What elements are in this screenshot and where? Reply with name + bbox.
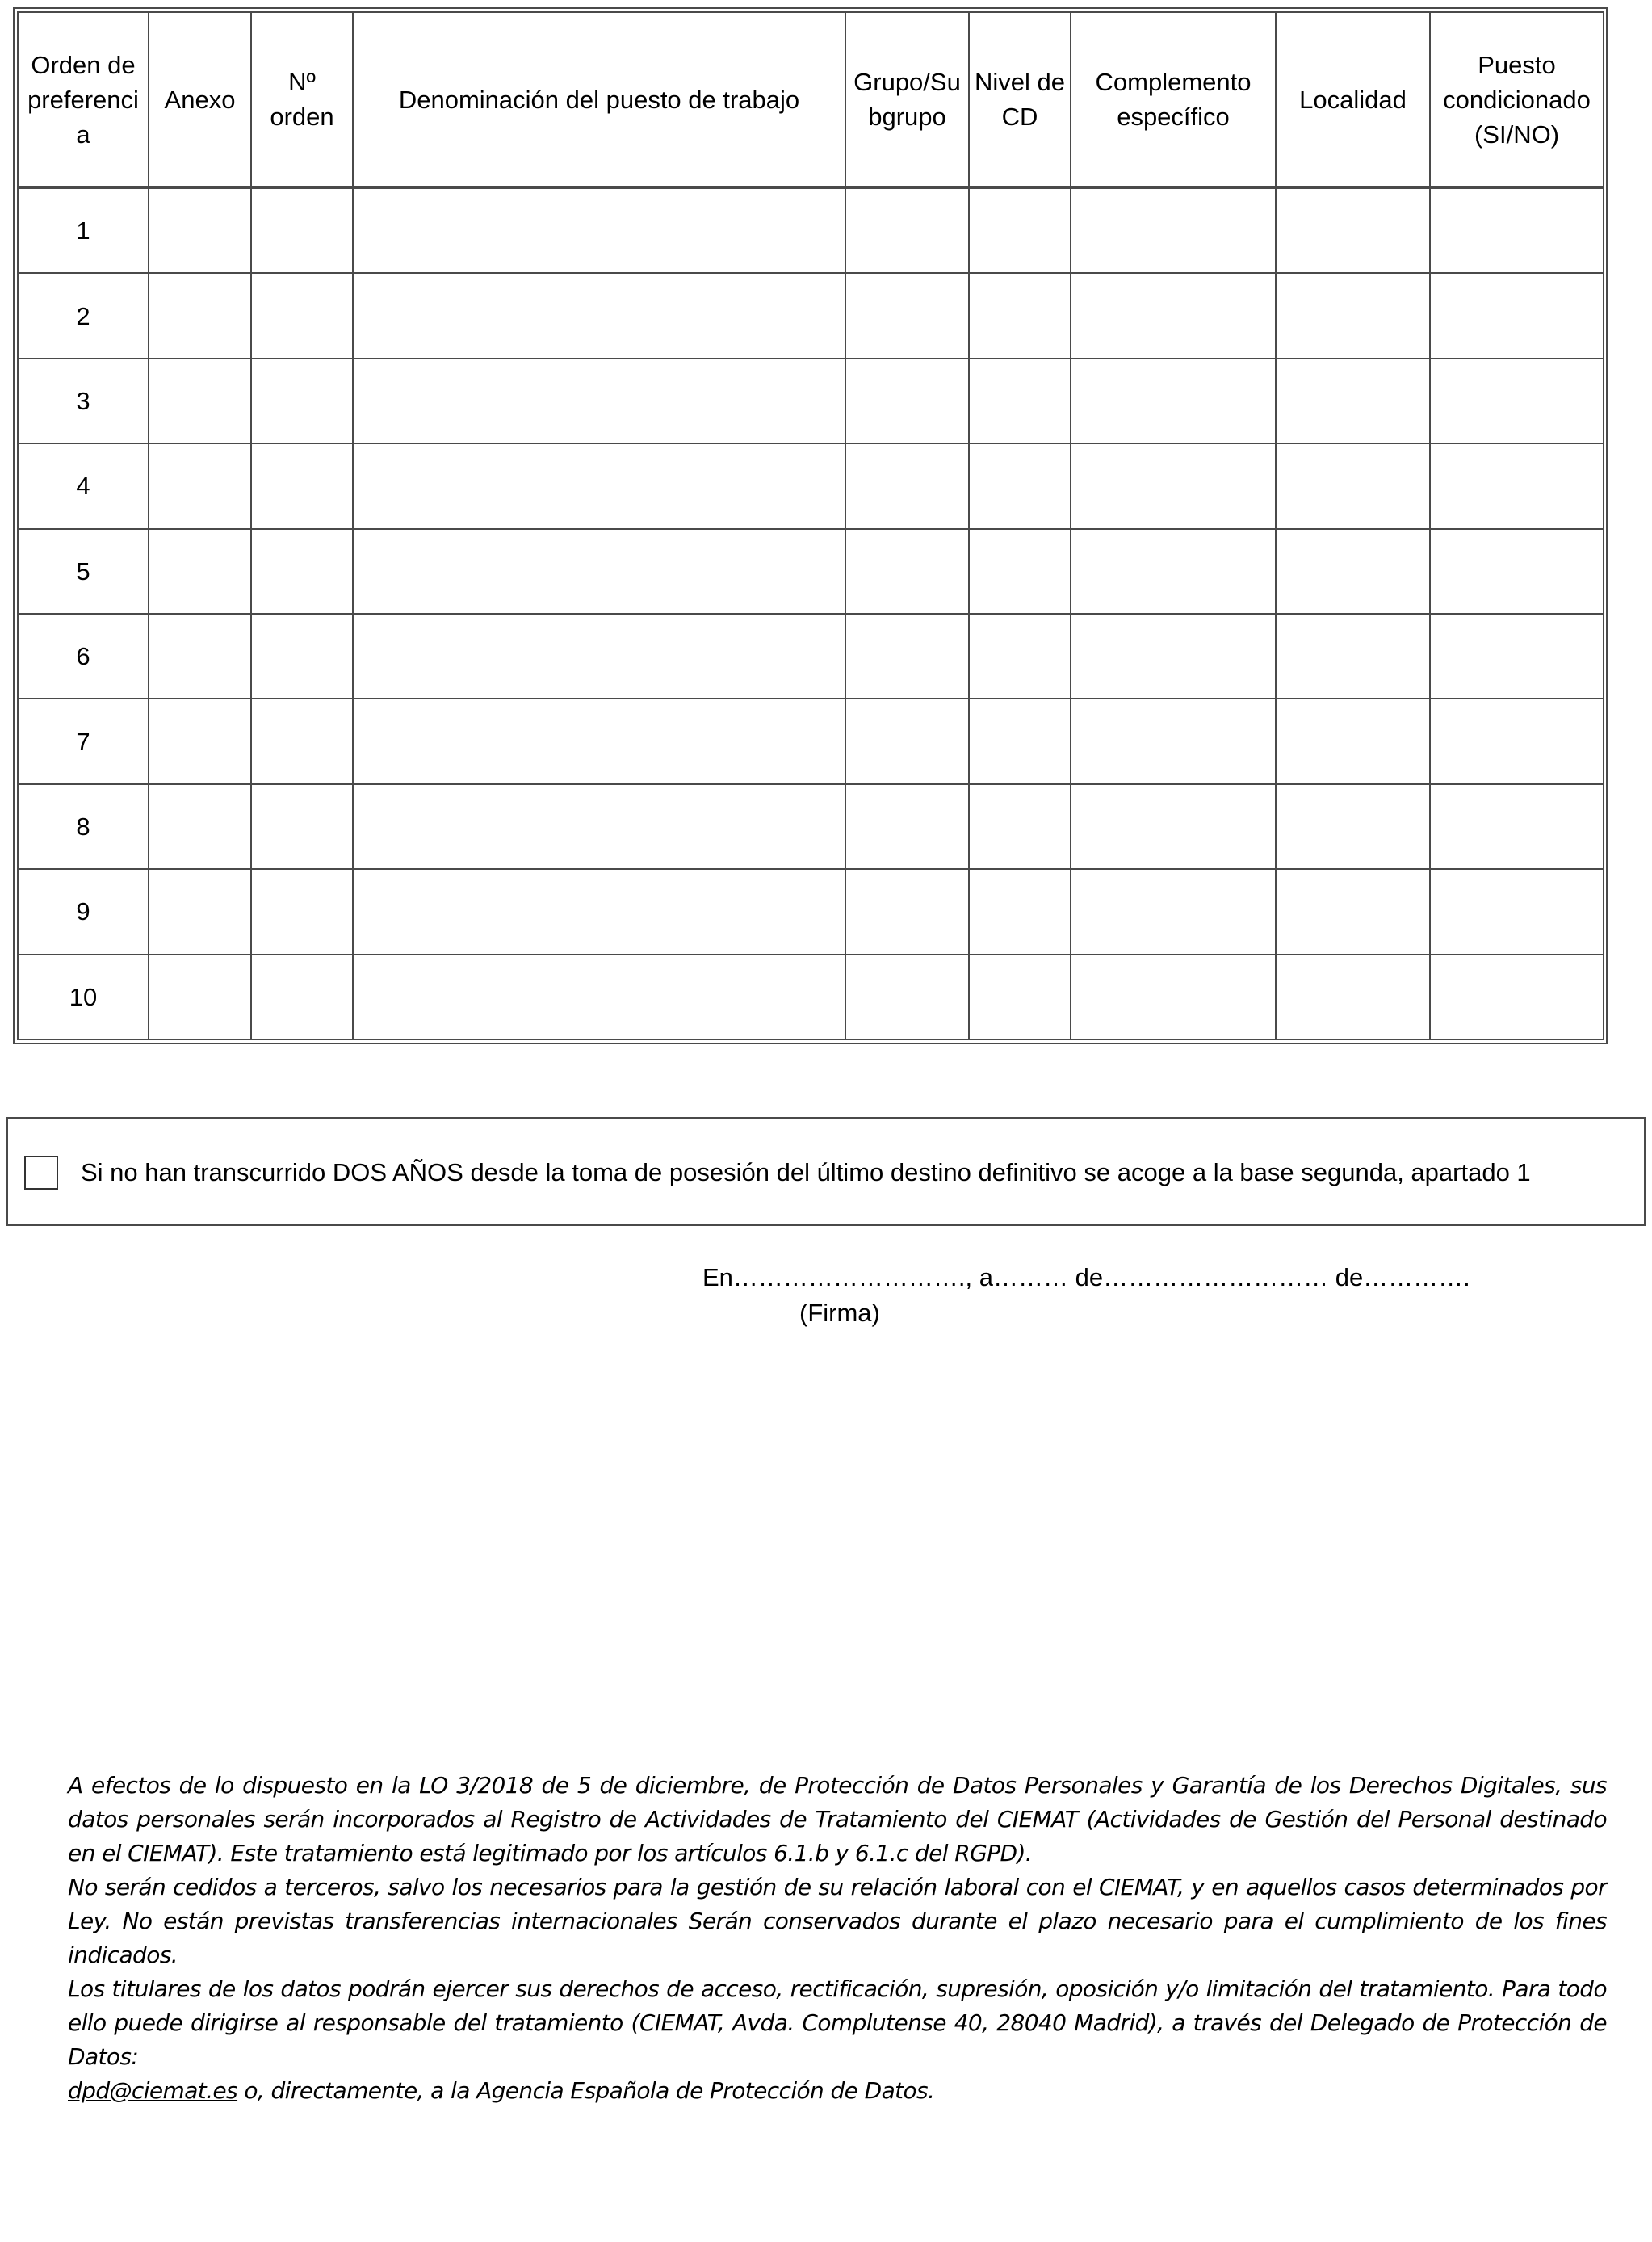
table-cell-input[interactable] (149, 443, 251, 528)
table-cell-input[interactable] (353, 529, 845, 614)
table-cell-input[interactable] (1430, 443, 1604, 528)
header-localidad: Localidad (1276, 12, 1430, 187)
table-row (18, 869, 1604, 954)
table-cell-input[interactable] (251, 187, 353, 273)
row-order-number: 6 (18, 614, 149, 699)
table-cell-input[interactable] (353, 955, 845, 1039)
header-puesto-condicionado: Puesto condicionado (SI/NO) (1430, 12, 1604, 187)
table-cell-input[interactable] (969, 529, 1071, 614)
table-cell-input[interactable] (149, 359, 251, 443)
table-row (18, 784, 1604, 869)
table-cell-input[interactable] (1430, 784, 1604, 869)
table-cell-input[interactable] (969, 784, 1071, 869)
table-row (18, 187, 1604, 273)
date-place-line: En………………………., a……… de……………………… de…………. (702, 1263, 1470, 1291)
table-cell-input[interactable] (969, 443, 1071, 528)
table-cell-input[interactable] (1276, 699, 1430, 783)
table-cell-input[interactable] (251, 529, 353, 614)
two-years-checkbox-label: Si no han transcurrido DOS AÑOS desde la toma de posesión del último destino definitivo se acoge a la base segunda, apartado 1 (81, 1158, 1531, 1186)
table-row (18, 529, 1604, 614)
row-order-number: 1 (18, 187, 149, 273)
privacy-paragraph-3 (68, 1972, 1607, 2108)
preferences-table-frame (13, 7, 1608, 1044)
header-anexo: Anexo (149, 12, 251, 187)
header-denominacion: Denominación del puesto de trabajo (353, 12, 845, 187)
row-order-number: 10 (18, 955, 149, 1039)
table-cell-input[interactable] (1071, 784, 1276, 869)
table-row (18, 443, 1604, 528)
table-cell-input[interactable] (1071, 187, 1276, 273)
table-row (18, 955, 1604, 1039)
table-cell-input[interactable] (845, 529, 969, 614)
table-cell-input[interactable] (149, 273, 251, 358)
table-cell-input[interactable] (1430, 529, 1604, 614)
table-cell-input[interactable] (149, 784, 251, 869)
table-cell-input[interactable] (1430, 699, 1604, 783)
row-order-number: 9 (18, 869, 149, 954)
privacy-paragraph-3-tail: o, directamente, a la Agencia Española de Protección de Datos. (237, 2077, 935, 2104)
privacy-notice (68, 1769, 1607, 2108)
table-cell-input[interactable] (1276, 359, 1430, 443)
table-cell-input[interactable] (1430, 955, 1604, 1039)
table-cell-input[interactable] (845, 187, 969, 273)
table-cell-input[interactable] (353, 187, 845, 273)
table-cell-input[interactable] (1071, 443, 1276, 528)
table-cell-input[interactable] (1430, 614, 1604, 699)
table-cell-input[interactable] (353, 359, 845, 443)
table-cell-input[interactable] (251, 443, 353, 528)
table-cell-input[interactable] (845, 614, 969, 699)
row-order-number: 4 (18, 443, 149, 528)
preferences-table (17, 11, 1604, 1040)
table-cell-input[interactable] (969, 699, 1071, 783)
header-orden-preferencia: Orden de preferencia (18, 12, 149, 187)
two-years-option (6, 1117, 1646, 1226)
table-cell-input[interactable] (149, 187, 251, 273)
header-grupo-subgrupo: Grupo/Subgrupo (845, 12, 969, 187)
table-cell-input[interactable] (251, 784, 353, 869)
row-order-number: 5 (18, 529, 149, 614)
table-cell-input[interactable] (353, 443, 845, 528)
signature-label: (Firma) (799, 1299, 880, 1327)
table-cell-input[interactable] (251, 699, 353, 783)
table-cell-input[interactable] (1071, 699, 1276, 783)
table-cell-input[interactable] (149, 699, 251, 783)
table-cell-input[interactable] (845, 273, 969, 358)
row-order-number: 2 (18, 273, 149, 358)
table-cell-input[interactable] (353, 869, 845, 954)
table-cell-input[interactable] (1276, 784, 1430, 869)
privacy-paragraph-3-text: Los titulares de los datos podrán ejercer sus derechos de acceso, rectificación, supresión, oposición y/o limitación del tratamiento. Para todo ello puede dirigirse al responsable del tratamiento (CIEMAT, Avda. Complutense 40, 28040 Madrid), a través del Delegado de Protección de Datos: (68, 1975, 1607, 2070)
table-cell-input[interactable] (1276, 529, 1430, 614)
table-cell-input[interactable] (1071, 273, 1276, 358)
two-years-checkbox[interactable] (24, 1156, 58, 1190)
table-cell-input[interactable] (1071, 529, 1276, 614)
table-cell-input[interactable] (1430, 869, 1604, 954)
table-cell-input[interactable] (1276, 869, 1430, 954)
table-row (18, 273, 1604, 358)
table-cell-input[interactable] (1276, 443, 1430, 528)
table-cell-input[interactable] (251, 614, 353, 699)
row-order-number: 8 (18, 784, 149, 869)
table-cell-input[interactable] (353, 273, 845, 358)
table-cell-input[interactable] (1071, 614, 1276, 699)
table-cell-input[interactable] (1276, 614, 1430, 699)
row-order-number: 7 (18, 699, 149, 783)
header-nivel-cd: Nivel de CD (969, 12, 1071, 187)
table-cell-input[interactable] (1276, 955, 1430, 1039)
table-cell-input[interactable] (1276, 187, 1430, 273)
table-cell-input[interactable] (1430, 187, 1604, 273)
table-cell-input[interactable] (845, 869, 969, 954)
table-cell-input[interactable] (149, 955, 251, 1039)
privacy-paragraph-1: A efectos de lo dispuesto en la LO 3/2018 de 5 de diciembre, de Protección de Datos Personales y Garantía de los Derechos Digitales, sus datos personales serán incorporados al Registro de Actividades de Tratamiento del CIEMAT (Actividades de Gestión del Personal destinado en el CIEMAT). Este tratamiento está legitimado por los artículos 6.1.b y 6.1.c del RGPD). (68, 1772, 1607, 1866)
row-order-number: 3 (18, 359, 149, 443)
table-cell-input[interactable] (1430, 273, 1604, 358)
table-cell-input[interactable] (353, 614, 845, 699)
table-cell-input[interactable] (353, 784, 845, 869)
table-cell-input[interactable] (969, 869, 1071, 954)
table-row (18, 359, 1604, 443)
table-cell-input[interactable] (251, 359, 353, 443)
table-cell-input[interactable] (845, 359, 969, 443)
table-cell-input[interactable] (845, 699, 969, 783)
table-row (18, 614, 1604, 699)
table-cell-input[interactable] (251, 869, 353, 954)
table-cell-input[interactable] (969, 187, 1071, 273)
table-cell-input[interactable] (149, 869, 251, 954)
table-cell-input[interactable] (969, 359, 1071, 443)
table-cell-input[interactable] (969, 273, 1071, 358)
table-cell-input[interactable] (251, 273, 353, 358)
table-cell-input[interactable] (845, 784, 969, 869)
table-cell-input[interactable] (149, 614, 251, 699)
table-cell-input[interactable] (1071, 359, 1276, 443)
table-cell-input[interactable] (969, 614, 1071, 699)
table-cell-input[interactable] (353, 699, 845, 783)
table-header-row (18, 12, 1604, 187)
table-cell-input[interactable] (1071, 869, 1276, 954)
table-cell-input[interactable] (1071, 955, 1276, 1039)
table-cell-input[interactable] (1430, 359, 1604, 443)
table-cell-input[interactable] (149, 529, 251, 614)
table-cell-input[interactable] (845, 443, 969, 528)
privacy-paragraph-2: No serán cedidos a terceros, salvo los necesarios para la gestión de su relación laboral con el CIEMAT, y en aquellos casos determinados por Ley. No están previstas transferencias internacionales Serán conservados durante el plazo necesario para el cumplimiento de los fines indicados. (68, 1874, 1607, 1968)
header-complemento: Complemento específico (1071, 12, 1276, 187)
table-cell-input[interactable] (969, 955, 1071, 1039)
dpd-email-link[interactable]: dpd@ciemat.es (68, 2077, 238, 2104)
table-cell-input[interactable] (845, 955, 969, 1039)
header-num-orden: Nº orden (251, 12, 353, 187)
table-row (18, 699, 1604, 783)
table-cell-input[interactable] (1276, 273, 1430, 358)
table-cell-input[interactable] (251, 955, 353, 1039)
